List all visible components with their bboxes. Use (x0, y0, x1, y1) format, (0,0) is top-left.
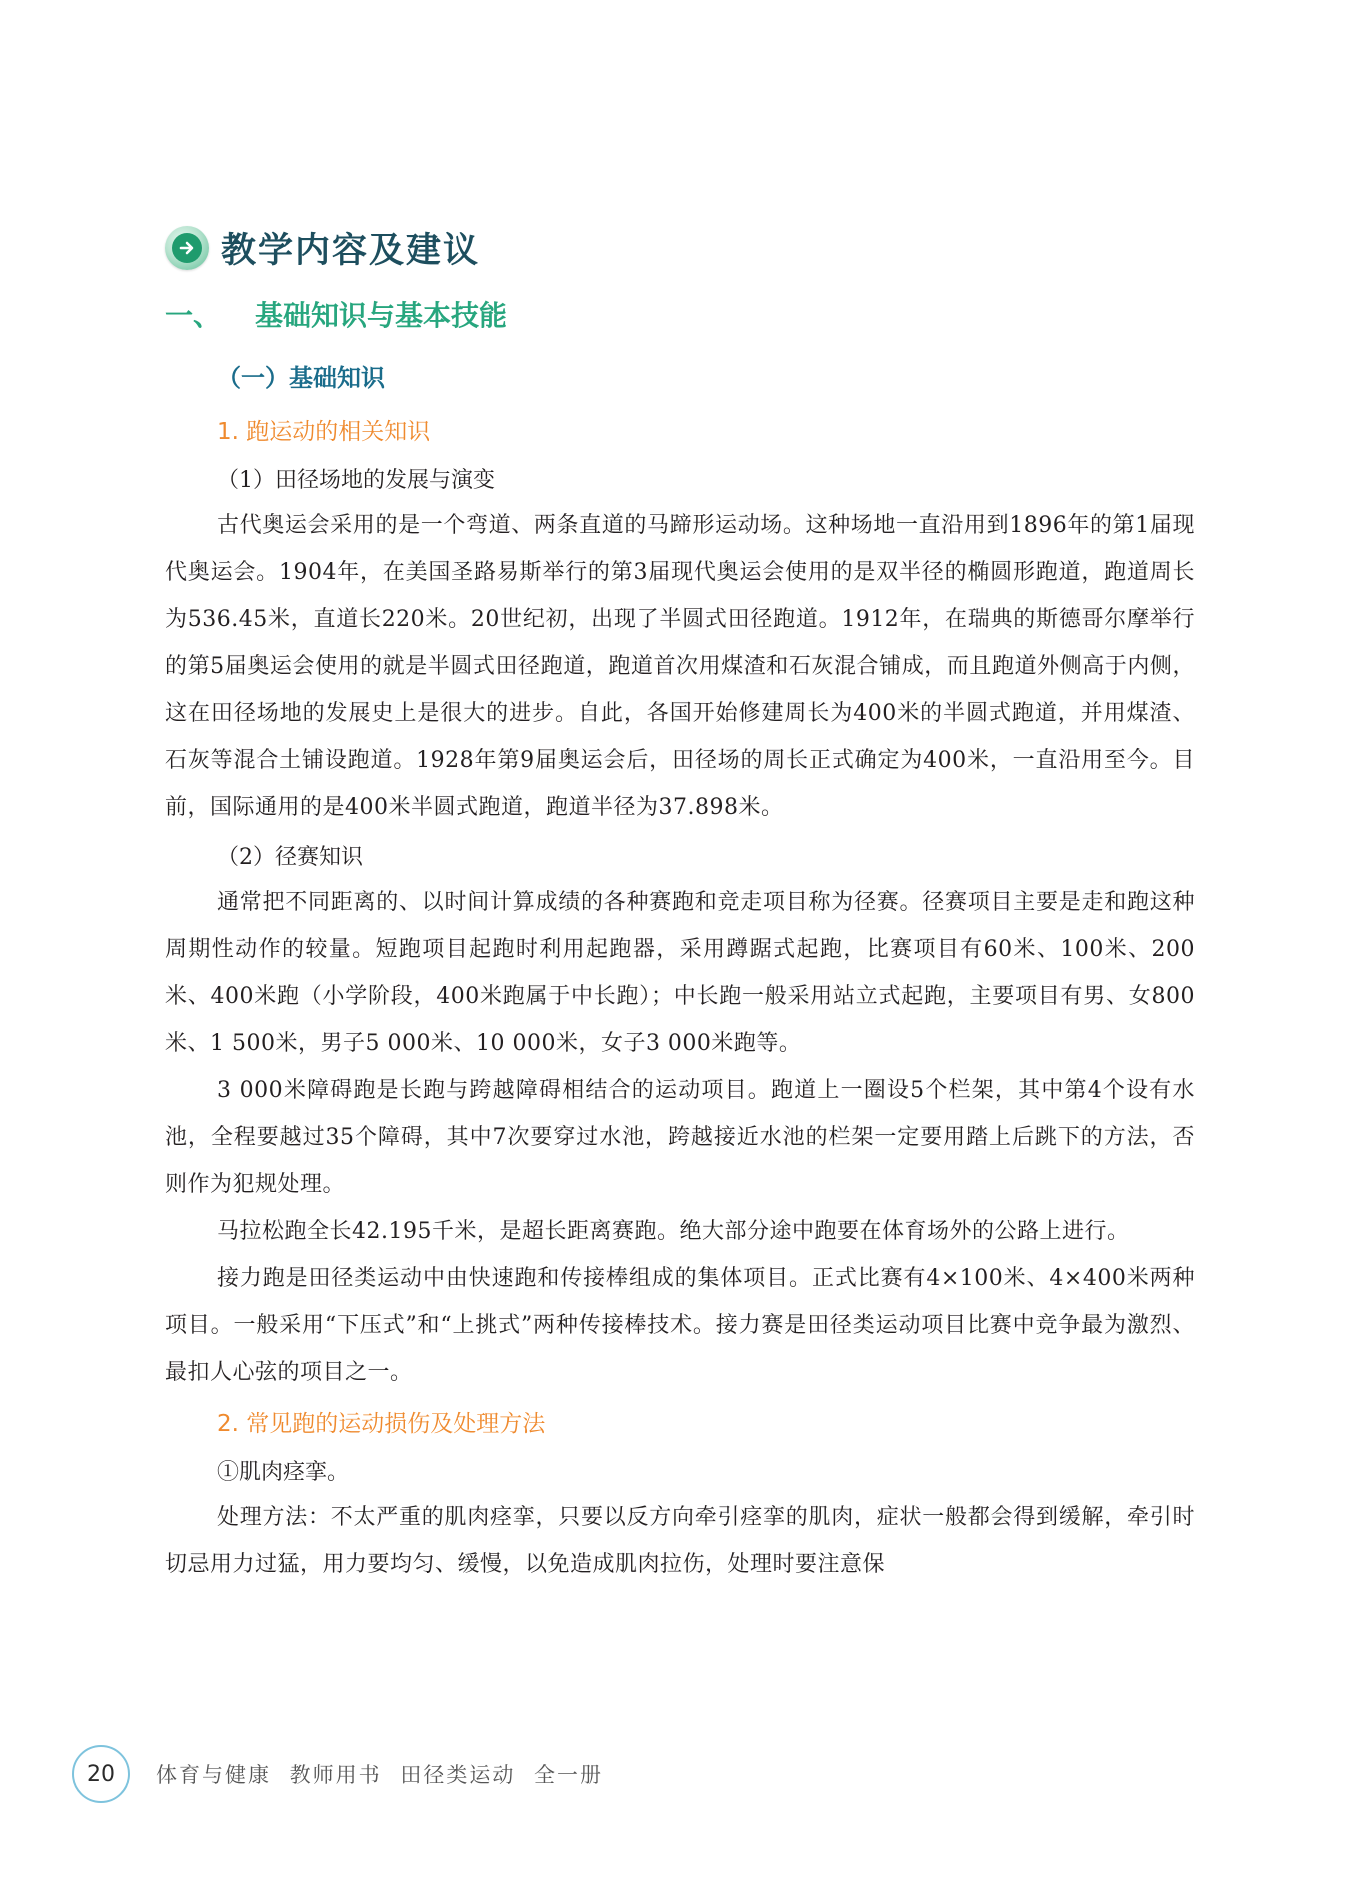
heading-number: 一、 (165, 299, 222, 332)
heading-text: 基础知识与基本技能 (255, 299, 508, 332)
paragraph-relay: 接力跑是田径类运动中由快速跑和传接棒组成的集体项目。正式比赛有4×100米、4×400米两种项目。一般采用“下压式”和“上挑式”两种传接棒技术。接力赛是田径类运动项目比赛中竞争最为激烈、最扣人心弦的项目之一。 (165, 1266, 1195, 1385)
heading-level-2: （一）基础知识 (217, 362, 385, 392)
section-title: 教学内容及建议 (221, 230, 481, 271)
heading-level-1 (165, 284, 1195, 344)
page-number: 20 (72, 1745, 130, 1803)
topic-heading-running-knowledge: 1. 跑运动的相关知识 (217, 418, 431, 445)
page-footer (72, 1745, 603, 1803)
subheading-track-history: （1）田径场地的发展与演变 (217, 467, 495, 493)
paragraph-marathon: 马拉松跑全长42.195千米，是超长距离赛跑。绝大部分途中跑要在体育场外的公路上进行。 (217, 1219, 1130, 1244)
topic-heading-injuries: 2. 常见跑的运动损伤及处理方法 (217, 1410, 546, 1437)
paragraph-cramp-treatment: 处理方法：不太严重的肌肉痉挛，只要以反方向牵引痉挛的肌肉，症状一般都会得到缓解，牵引时切忌用力过猛，用力要均匀、缓慢，以免造成肌肉拉伤，处理时要注意保 (165, 1505, 1195, 1577)
book-title: 体育与健康 教师用书 田径类运动 全一册 (156, 1763, 604, 1787)
subheading-track-events: （2）径赛知识 (217, 844, 363, 870)
paragraph-track-events: 通常把不同距离的、以时间计算成绩的各种赛跑和竞走项目称为径赛。径赛项目主要是走和跑这种周期性动作的较量。短跑项目起跑时利用起跑器，采用蹲踞式起跑，比赛项目有60米、100米、200米、400米跑（小学阶段，400米跑属于中长跑）；中长跑一般采用站立式起跑，主要项目有男、女800米、1 500米，男子5 000米、10 000米，女子3 000米跑等。 (165, 890, 1195, 1056)
paragraph-track-history: 古代奥运会采用的是一个弯道、两条直道的马蹄形运动场。这种场地一直沿用到1896年的第1届现代奥运会。1904年，在美国圣路易斯举行的第3届现代奥运会使用的是双半径的椭圆形跑道，跑道周长为536.45米，直道长220米。20世纪初，出现了半圆式田径跑道。1912年，在瑞典的斯德哥尔摩举行的第5届奥运会使用的就是半圆式田径跑道，跑道首次用煤渣和石灰混合铺成，而且跑道外侧高于内侧，这在田径场地的发展史上是很大的进步。自此，各国开始修建周长为400米的半圆式跑道，并用煤渣、石灰等混合土铺设跑道。1928年第9届奥运会后，田径场的周长正式确定为400米，一直沿用至今。目前，国际通用的是400米半圆式跑道，跑道半径为37.898米。 (165, 513, 1195, 820)
paragraph-steeplechase: 3 000米障碍跑是长跑与跨越障碍相结合的运动项目。跑道上一圈设5个栏架，其中第4个设有水池，全程要越过35个障碍，其中7次要穿过水池，跨越接近水池的栏架一定要用踏上后跳下的方法，否则作为犯规处理。 (165, 1078, 1195, 1197)
page-content (165, 220, 1195, 1588)
subheading-muscle-cramp: ①肌肉痉挛。 (217, 1459, 350, 1485)
arrow-right-icon (165, 226, 209, 270)
section-header (165, 220, 1195, 276)
